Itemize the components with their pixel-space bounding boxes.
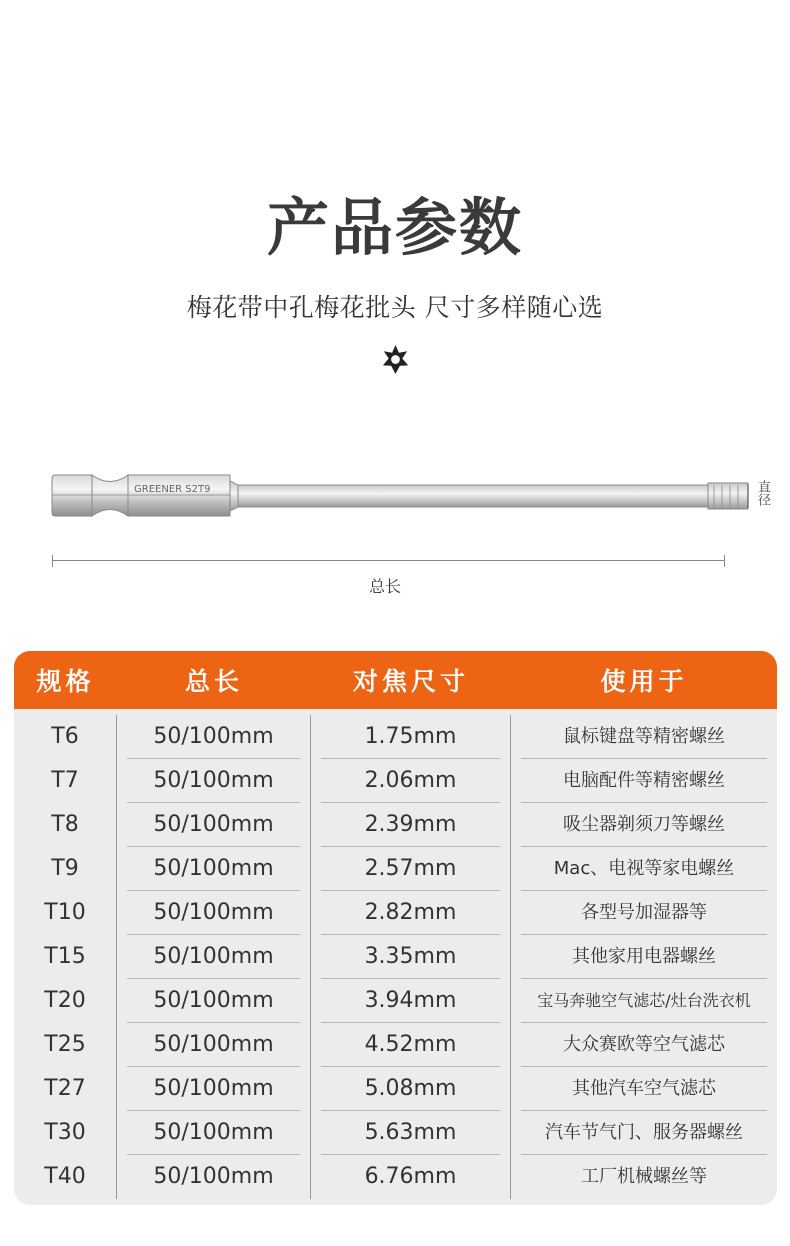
table-row [14, 979, 777, 1023]
cell-spec: T10 [14, 891, 117, 935]
table-row [14, 803, 777, 847]
table-row [14, 1155, 777, 1199]
cell-usage: 工厂机械螺丝等 [581, 1166, 707, 1187]
header-usage: 使用于 [600, 667, 688, 696]
cell-size: 1.75mm [311, 715, 511, 759]
table-row [14, 847, 777, 891]
cell-usage: 吸尘器剃须刀等螺丝 [511, 803, 777, 847]
cell-usage: 其他家用电器螺丝 [511, 935, 777, 979]
cell-length: 50/100mm [117, 979, 311, 1023]
torx-star-icon [380, 344, 411, 375]
cell-length: 50/100mm [117, 759, 311, 803]
cell-spec: T20 [14, 979, 117, 1023]
cell-length: 50/100mm [117, 935, 311, 979]
length-dimension-line [52, 555, 725, 567]
cell-length: 50/100mm [117, 847, 311, 891]
cell-spec: T30 [14, 1111, 117, 1155]
cell-spec: T6 [14, 715, 117, 759]
cell-length: 50/100mm [117, 891, 311, 935]
cell-usage: 汽车节气门、服务器螺丝 [511, 1111, 777, 1155]
cell-length: 50/100mm [117, 1067, 311, 1111]
cell-usage: Mac、电视等家电螺丝 [511, 847, 777, 891]
table-row [14, 935, 777, 979]
table-row [14, 715, 777, 759]
cell-size: 6.76mm [311, 1155, 511, 1199]
table-row [14, 891, 777, 935]
cell-length: 50/100mm [117, 803, 311, 847]
cell-size: 5.08mm [311, 1067, 511, 1111]
cell-usage: 电脑配件等精密螺丝 [511, 759, 777, 803]
header-length: 总长 [184, 667, 243, 696]
cell-spec: T27 [14, 1067, 117, 1111]
cell-size: 2.39mm [311, 803, 511, 847]
spec-table [14, 651, 777, 1205]
page-title: 产品参数 [266, 191, 523, 264]
table-row [14, 1111, 777, 1155]
cell-usage: 大众赛欧等空气滤芯 [511, 1023, 777, 1067]
cell-length: 50/100mm [117, 715, 311, 759]
header-spec: 规格 [36, 667, 95, 696]
cell-spec: T40 [14, 1155, 117, 1199]
cell-spec: T8 [14, 803, 117, 847]
cell-spec: T9 [14, 847, 117, 891]
table-row [14, 1067, 777, 1111]
page-subtitle: 梅花带中孔梅花批头 尺寸多样随心选 [186, 293, 604, 322]
cell-usage: 鼠标键盘等精密螺丝 [511, 715, 777, 759]
cell-length: 50/100mm [117, 1111, 311, 1155]
cell-size: 2.06mm [311, 759, 511, 803]
cell-size: 2.57mm [311, 847, 511, 891]
cell-size: 4.52mm [311, 1023, 511, 1067]
cell-usage: 宝马奔驰空气滤芯/灶台洗衣机 [511, 979, 777, 1023]
cell-spec: T25 [14, 1023, 117, 1067]
cell-spec: T7 [14, 759, 117, 803]
diameter-label: 直径 [755, 480, 770, 506]
cell-spec: T15 [14, 935, 117, 979]
cell-usage: 其他汽车空气滤芯 [511, 1067, 777, 1111]
cell-size: 2.82mm [311, 891, 511, 935]
cell-size: 3.94mm [311, 979, 511, 1023]
cell-length: 50/100mm [117, 1023, 311, 1067]
header-size: 对焦尺寸 [352, 667, 469, 696]
cell-length: 50/100mm [117, 1155, 311, 1199]
length-label: 总长 [368, 577, 401, 596]
table-row [14, 1023, 777, 1067]
table-row [14, 759, 777, 803]
cell-size: 5.63mm [311, 1111, 511, 1155]
screwdriver-bit-drawing [50, 470, 780, 530]
spec-table-body [14, 715, 777, 1199]
spec-table-header [14, 651, 777, 709]
bit-engraving: GREENER S2T9 [134, 484, 211, 495]
cell-size: 3.35mm [311, 935, 511, 979]
cell-usage: 各型号加湿器等 [511, 891, 777, 935]
